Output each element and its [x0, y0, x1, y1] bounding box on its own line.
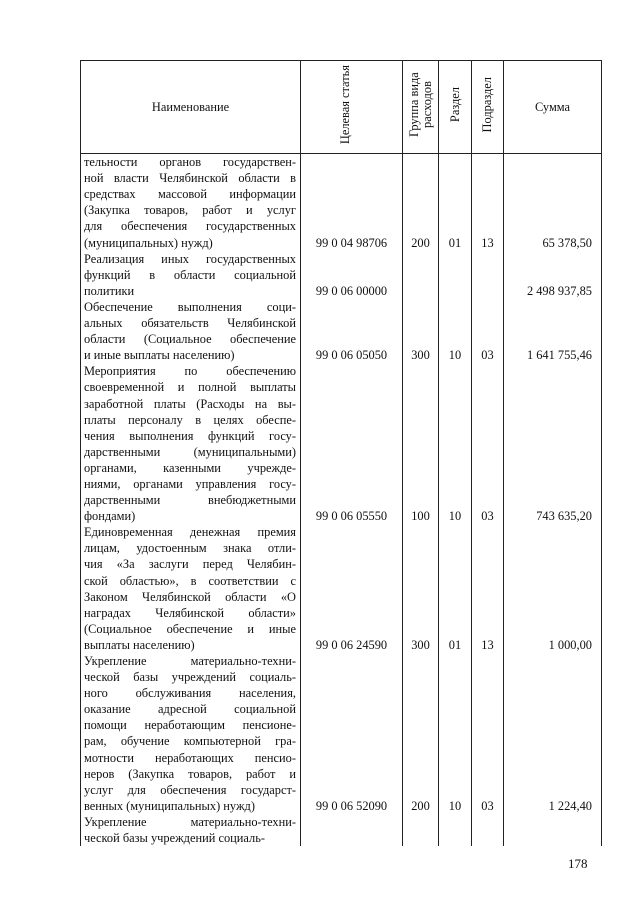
row-name-line: ниями, органами управления госу-	[84, 476, 296, 491]
row-expense-group: 100	[403, 363, 439, 524]
row-name-line: Реализация иных государственных	[84, 251, 296, 266]
row-name-line: выплаты населению)	[84, 637, 195, 652]
row-name-line: ской областью», в соответствии с	[84, 573, 296, 588]
row-expense-group: 300	[403, 299, 439, 363]
row-expense-group	[403, 251, 439, 299]
row-sum: 743 635,20	[504, 363, 602, 524]
row-sum: 65 378,50	[504, 154, 602, 251]
row-section: 01	[439, 154, 472, 251]
row-name-line: политики	[84, 283, 135, 298]
row-name-line: рам, обучение компьютерной гра-	[84, 734, 296, 749]
page-number: 178	[568, 856, 588, 871]
row-name-line: и иные выплаты населению)	[84, 348, 235, 363]
row-name-line: (муниципальных) нужд)	[84, 235, 213, 250]
header-name: Наименование	[81, 61, 301, 154]
row-sum: 2 498 937,85	[504, 251, 602, 299]
row-name-line: тельности органов государствен-	[84, 155, 296, 170]
row-name	[81, 653, 301, 814]
header-subsection-label: Подраздел	[480, 77, 494, 133]
row-expense-group: 200	[403, 154, 439, 251]
row-section: 10	[439, 299, 472, 363]
row-subsection	[472, 251, 504, 299]
row-name-line: платы персоналу в целях обеспе-	[84, 412, 296, 427]
row-name-line: ного обслуживания населения,	[84, 686, 296, 701]
row-name	[81, 363, 301, 524]
row-name-line: ной власти Челябинской области в	[84, 171, 296, 186]
table-row	[81, 299, 602, 363]
row-name-line: помощи неработающим пенсионе-	[84, 718, 296, 733]
table-row	[81, 363, 602, 524]
row-name-line: венных (муниципальных) нужд)	[84, 798, 255, 813]
row-name-line: Мероприятия по обеспечению	[84, 364, 296, 379]
header-target	[301, 61, 403, 154]
row-name-line: чения выполнения функций госу-	[84, 428, 296, 443]
row-name-line: лицам, удостоенным знака отли-	[84, 541, 296, 556]
row-name-line: (Закупка товаров, работ и услуг	[84, 203, 296, 218]
row-name	[81, 524, 301, 653]
table-body	[81, 154, 602, 847]
row-name	[81, 154, 301, 251]
row-name-line: ческой базы учреждений социаль-	[84, 670, 296, 685]
row-name-line: чия «За заслуги перед Челябин-	[84, 557, 296, 572]
row-subsection: 13	[472, 154, 504, 251]
table-header-row	[81, 61, 602, 154]
row-name-line: для обеспечения государственных	[84, 219, 296, 234]
row-section: 10	[439, 653, 472, 814]
row-name	[81, 814, 301, 846]
row-name	[81, 251, 301, 299]
row-expense-group: 200	[403, 653, 439, 814]
table-row	[81, 524, 602, 653]
row-name-line: заработной платы (Расходы на вы-	[84, 396, 296, 411]
row-subsection: 03	[472, 363, 504, 524]
row-name	[81, 299, 301, 363]
row-name-line: (Социальное обеспечение и иные	[84, 621, 296, 636]
row-sum: 1 224,40	[504, 653, 602, 814]
row-name-line: Законом Челябинской области «О	[84, 589, 296, 604]
budget-table	[80, 60, 602, 846]
row-name-line: наградах Челябинской области»	[84, 605, 296, 620]
header-group-label: Группа вида расходов	[406, 72, 434, 138]
row-section	[439, 251, 472, 299]
row-target-code	[301, 814, 403, 846]
row-sum: 1 641 755,46	[504, 299, 602, 363]
row-sum: 1 000,00	[504, 524, 602, 653]
row-name-line: области (Социальное обеспечение	[84, 332, 296, 347]
row-name-line: Укрепление материально-техни-	[84, 654, 296, 668]
header-section	[439, 61, 472, 154]
row-name-line: Укрепление материально-техни-	[84, 814, 296, 829]
row-target-code: 99 0 06 52090	[301, 653, 403, 814]
row-target-code: 99 0 06 05050	[301, 299, 403, 363]
row-name-line: органами, казенными учрежде-	[84, 460, 296, 475]
table-row	[81, 653, 602, 814]
row-name-line: Единовременная денежная премия	[84, 525, 296, 540]
row-expense-group	[403, 814, 439, 846]
row-subsection	[472, 814, 504, 846]
header-group	[403, 61, 439, 154]
header-sum: Сумма	[504, 61, 602, 154]
row-target-code: 99 0 06 05550	[301, 363, 403, 524]
row-name-line: оказание адресной социальной	[84, 702, 296, 717]
row-name-line: средствах массовой информации	[84, 187, 296, 202]
row-target-code: 99 0 06 00000	[301, 251, 403, 299]
header-section-label: Раздел	[447, 87, 462, 123]
row-name-line: услуг для обеспечения государст-	[84, 782, 296, 797]
row-name-line: дарственными внебюджетными	[84, 493, 296, 508]
row-subsection: 03	[472, 299, 504, 363]
row-section: 10	[439, 363, 472, 524]
header-target-label: Целевая статья	[337, 65, 352, 145]
row-name-line: Обеспечение выполнения соци-	[84, 299, 296, 314]
row-subsection: 13	[472, 524, 504, 653]
row-name-line: альных обязательств Челябинской	[84, 316, 296, 331]
row-target-code: 99 0 04 98706	[301, 154, 403, 251]
table-row	[81, 814, 602, 846]
row-name-line: неров (Закупка товаров, работ и	[84, 766, 296, 781]
row-name-line: фондами)	[84, 509, 136, 524]
row-name-line: ческой базы учреждений социаль-	[84, 831, 265, 846]
row-section: 01	[439, 524, 472, 653]
table-row	[81, 251, 602, 299]
row-target-code: 99 0 06 24590	[301, 524, 403, 653]
table-row	[81, 154, 602, 251]
row-expense-group: 300	[403, 524, 439, 653]
row-section	[439, 814, 472, 846]
row-name-line: мотности неработающих пенсио-	[84, 750, 296, 765]
row-name-line: своевременной и полной выплаты	[84, 380, 296, 395]
row-subsection: 03	[472, 653, 504, 814]
row-name-line: функций в области социальной	[84, 267, 296, 282]
row-sum	[504, 814, 602, 846]
header-subsection	[472, 61, 504, 154]
row-name-line: дарственными (муниципальными)	[84, 444, 296, 459]
